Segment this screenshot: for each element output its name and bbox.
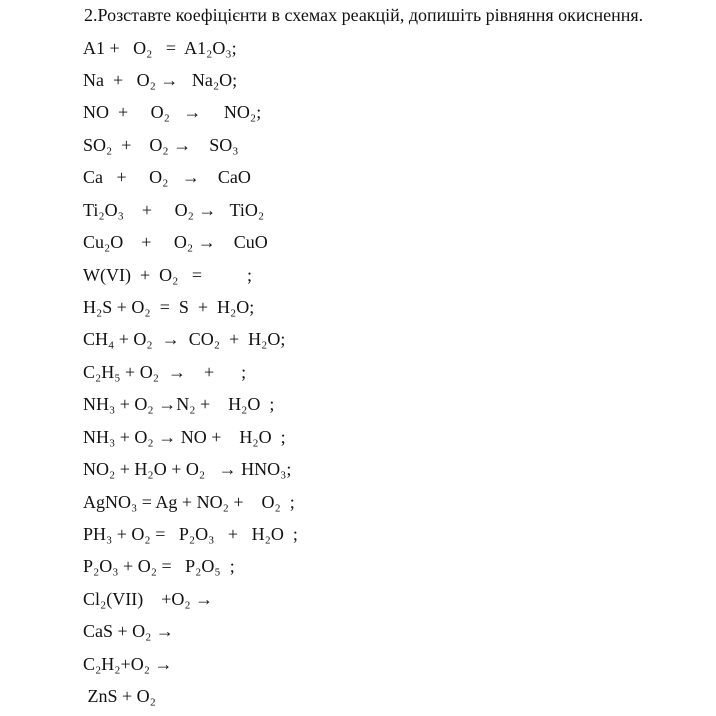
equation-line: CaS + O₂ → — [83, 621, 174, 641]
equation-line: Na + O₂ → Na₂O; — [83, 70, 238, 90]
equation-line: AgNO₃ = Ag + NO₂ + O₂ ; — [83, 492, 295, 512]
task-title: 2.Розставте коефіцієнти в схемах реакцій, допишіть рівняння окиснення. — [84, 5, 644, 25]
equation-line: NH₃ + O₂ →N₂ + H₂O ; — [83, 394, 275, 414]
equation-line: CH₄ + O₂ → CO₂ + H₂O; — [83, 329, 286, 349]
equation-line: NH₃ + O₂ → NO + H₂O ; — [83, 427, 286, 447]
equation-line: SO₂ + O₂ → SO₃ — [83, 135, 239, 155]
equation-line: H₂S + O₂ = S + H₂O; — [83, 297, 255, 317]
equation-line: Cl₂(VII) +O₂ → — [83, 589, 214, 609]
equation-line: NO + O₂ → NO₂; — [83, 102, 262, 122]
equation-line: ZnS + O₂ — [83, 686, 156, 706]
equation-line: W(VI) + O₂ = ; — [83, 265, 253, 285]
equation-line: C₂H₂+O₂ → — [83, 654, 173, 674]
equation-line: NO₂ + H₂O + O₂ → HNO₃; — [83, 459, 292, 479]
equation-line: PH₃ + O₂ = P₂O₃ + H₂O ; — [83, 524, 298, 544]
equation-line: C₂H₅ + O₂ → + ; — [83, 362, 247, 382]
equation-line: P₂O₃ + O₂ = P₂O₅ ; — [83, 556, 235, 576]
equation-line: Ca + O₂ → CaO — [83, 167, 251, 187]
equation-line: Ti₂O₃ + O₂ → TiO₂ — [83, 200, 265, 220]
equation-line: A1 + O₂ = A1₂O₃; — [83, 38, 237, 58]
equation-line: Cu₂O + O₂ → CuO — [83, 232, 268, 252]
